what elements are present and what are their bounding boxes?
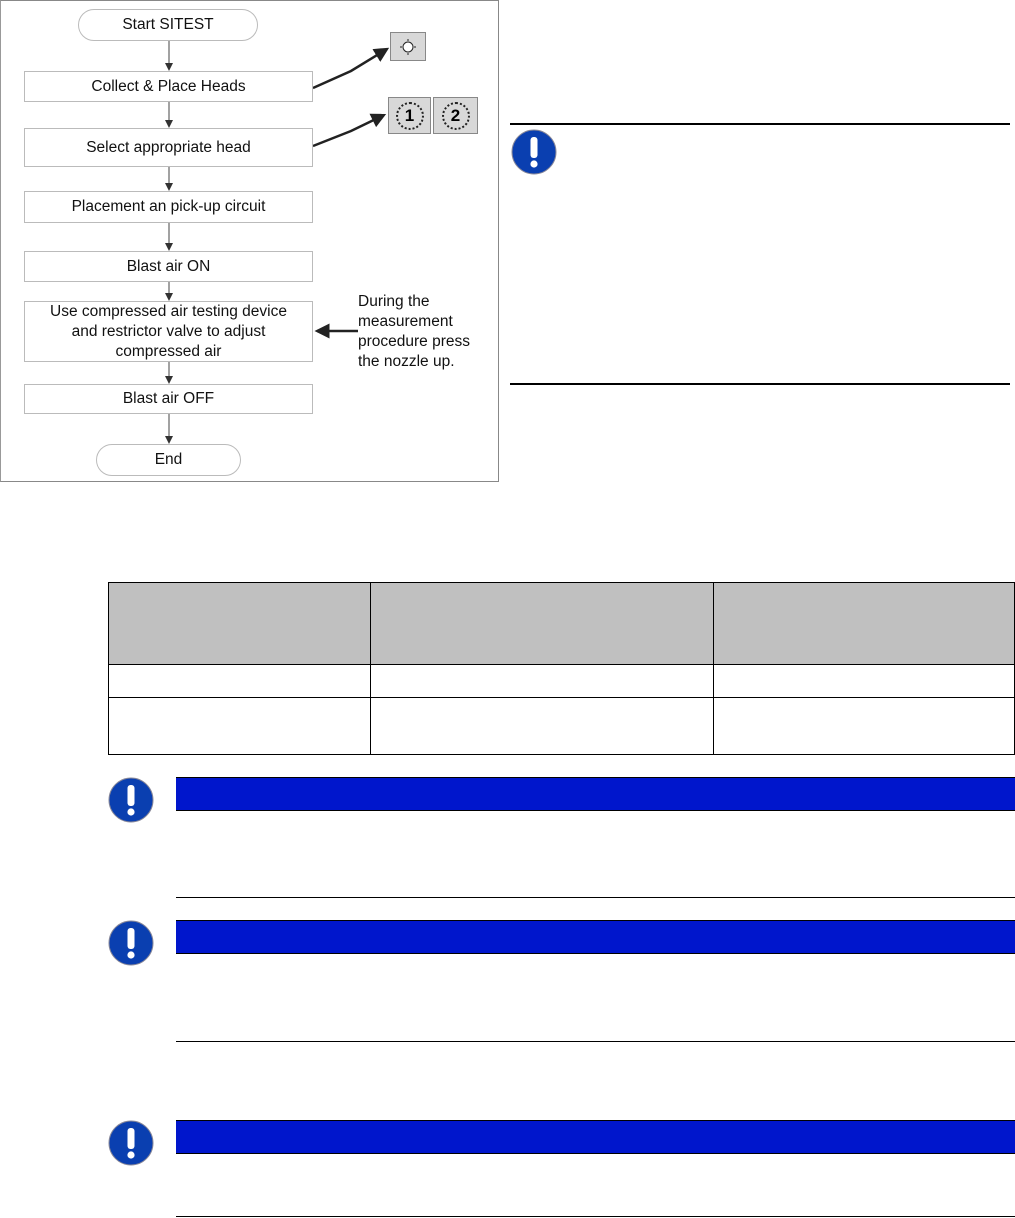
flow-step-blast-on: Blast air ON	[24, 251, 313, 282]
note-divider	[176, 1216, 1015, 1217]
flow-step-blast-off: Blast air OFF	[24, 384, 313, 414]
head-2-button	[433, 97, 478, 134]
table-header-cell	[109, 583, 371, 665]
head-2-label: 2	[442, 102, 470, 130]
flow-step-adjust: Use compressed air testing device and restrictor valve to adjust compressed air	[24, 301, 313, 362]
flow-end: End	[96, 444, 241, 476]
head-1-button	[388, 97, 431, 134]
note-divider	[510, 123, 1010, 125]
warning-icon	[511, 129, 557, 175]
flow-step-placement: Placement an pick-up circuit	[24, 191, 313, 223]
note-header-bar	[176, 777, 1015, 811]
warning-icon	[108, 1120, 154, 1166]
data-table	[108, 582, 1015, 755]
warning-icon	[108, 777, 154, 823]
note-divider	[510, 383, 1010, 385]
table-header-cell	[371, 583, 714, 665]
head-1-label: 1	[396, 102, 424, 130]
flow-step-collect: Collect & Place Heads	[24, 71, 313, 102]
flow-start: Start SITEST	[78, 9, 258, 41]
flow-step-select: Select appropriate head	[24, 128, 313, 167]
note-divider	[176, 1041, 1015, 1042]
sun-head-icon	[399, 38, 417, 56]
table-row	[109, 665, 1015, 698]
note-header-bar	[176, 920, 1015, 954]
head-button-icon	[390, 32, 426, 61]
flowchart	[0, 0, 499, 482]
note-divider	[176, 897, 1015, 898]
table-row	[109, 698, 1015, 755]
warning-icon	[108, 920, 154, 966]
side-note: During the measurement procedure press the nozzle up.	[358, 293, 471, 370]
note-header-bar	[176, 1120, 1015, 1154]
table-header-cell	[714, 583, 1015, 665]
